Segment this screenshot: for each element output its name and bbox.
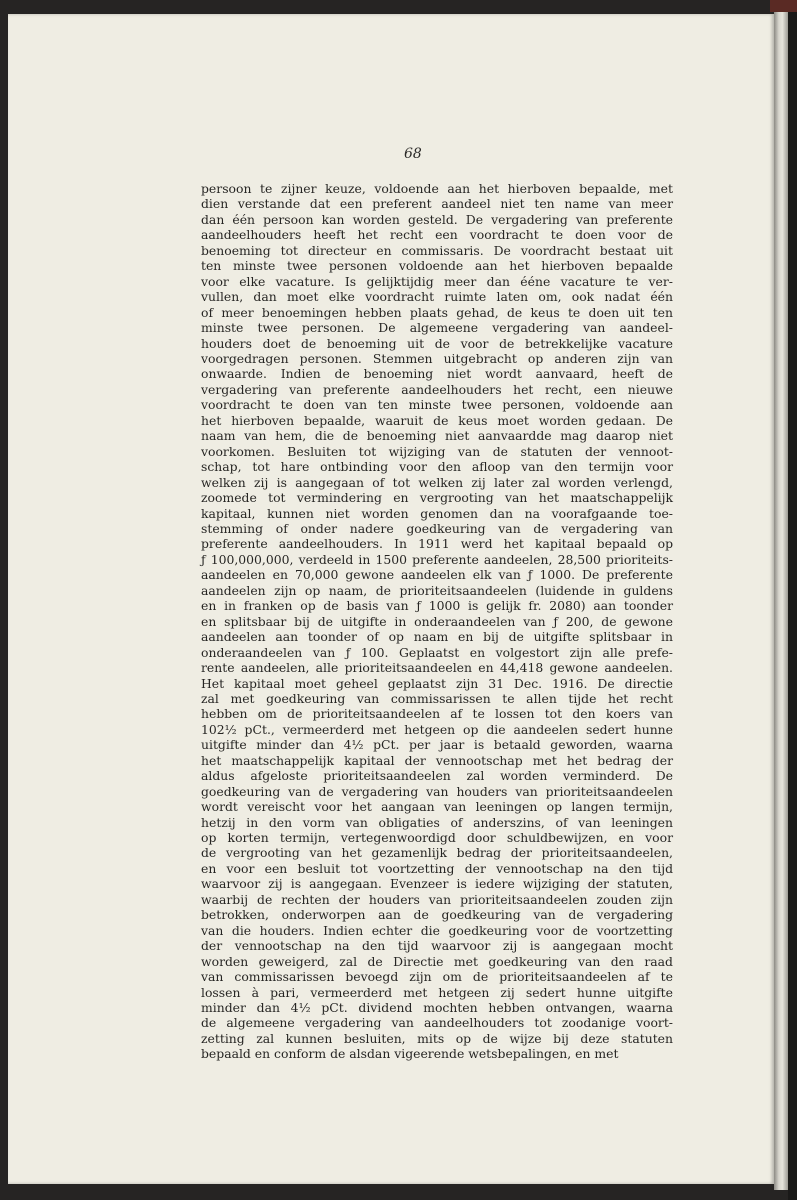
text-line: vullen, dan moet elke voordracht ruimte laten om, ook nadat één <box>201 289 673 305</box>
body-text <box>201 181 673 1062</box>
text-line: voordracht te doen van ten minste twee personen, voldoende aan <box>201 397 673 413</box>
text-line: voor elke vacature. Is gelijktijdig meer dan ééne vacature te ver- <box>201 273 673 289</box>
page-number: 68 <box>404 146 422 162</box>
text-line: of meer benoemingen hebben plaats gehad, de keus te doen uit ten <box>201 304 673 320</box>
text-line: voorgedragen personen. Stemmen uitgebracht op anderen zijn van <box>201 350 673 366</box>
text-line: persoon te zijner keuze, voldoende aan het hierboven bepaalde, met <box>201 181 673 196</box>
text-line: van commissarissen bevoegd zijn om de prioriteitsaandeelen af te <box>201 969 673 985</box>
text-line: aandeelen zijn op naam, de prioriteitsaandeelen (luidende in guldens <box>201 582 673 598</box>
text-line: de vergrooting van het gezamenlijk bedrag der prioriteitsaandeelen, <box>201 845 673 861</box>
text-line: uitgifte minder dan 4½ pCt. per jaar is betaald geworden, waarna <box>201 737 673 753</box>
text-line: preferente aandeelhouders. In 1911 werd het kapitaal bepaald op <box>201 536 673 552</box>
text-line: 102½ pCt., vermeerderd met hetgeen op die aandeelen sedert hunne <box>201 721 673 737</box>
text-line: lossen à pari, vermeerderd met hetgeen zij sedert hunne uitgifte <box>201 984 673 1000</box>
text-line: kapitaal, kunnen niet worden genomen dan na voorafgaande toe- <box>201 505 673 521</box>
text-line: ten minste twee personen voldoende aan het hierboven bepaalde <box>201 258 673 274</box>
text-line: aandeelen aan toonder of op naam en bij de uitgifte splitsbaar in <box>201 629 673 645</box>
text-line: goedkeuring van de vergadering van houders van prioriteitsaandeelen <box>201 783 673 799</box>
text-line: minste twee personen. De algemeene vergadering van aandeel- <box>201 320 673 336</box>
text-line: zoomede tot vermindering en vergrooting van het maatschappelijk <box>201 490 673 506</box>
text-line: dan één persoon kan worden gesteld. De vergadering van preferente <box>201 211 673 227</box>
text-line: zetting zal kunnen besluiten, mits op de wijze bij deze statuten <box>201 1030 673 1046</box>
text-line: welken zij is aangegaan of tot welken zij later zal worden verlengd, <box>201 474 673 490</box>
text-line: en splitsbaar bij de uitgifte in onderaandeelen van ƒ 200, de gewone <box>201 613 673 629</box>
book-edge <box>788 0 797 1200</box>
text-line: aandeelhouders heeft het recht een voordracht te doen voor de <box>201 227 673 243</box>
text-line: de algemeene vergadering van aandeelhouders tot zoodanige voort- <box>201 1015 673 1031</box>
book-spine <box>774 10 788 1190</box>
text-line: dien verstande dat een preferent aandeel niet ten name van meer <box>201 196 673 212</box>
text-line: het maatschappelijk kapitaal der vennootschap met het bedrag der <box>201 752 673 768</box>
text-line: houders doet de benoeming uit de voor de betrekkelijke vacature <box>201 335 673 351</box>
text-line: waarbij de rechten der houders van prioriteitsaandeelen zouden zijn <box>201 891 673 907</box>
text-line: voorkomen. Besluiten tot wijziging van de statuten der vennoot- <box>201 443 673 459</box>
text-line: en in franken op de basis van ƒ 1000 is gelijk fr. 2080) aan toonder <box>201 598 673 614</box>
text-line: rente aandeelen, alle prioriteitsaandeelen en 44,418 gewone aandeelen. <box>201 660 673 676</box>
text-line: en voor een besluit tot voortzetting der vennootschap na den tijd <box>201 860 673 876</box>
text-line: aandeelen en 70,000 gewone aandeelen elk van ƒ 1000. De preferente <box>201 567 673 583</box>
text-line: vergadering van preferente aandeelhouders het recht, een nieuwe <box>201 381 673 397</box>
text-line: bepaald en conform de alsdan vigeerende wetsbepalingen, en met <box>201 1046 619 1062</box>
text-line: onwaarde. Indien de benoeming niet wordt aanvaard, heeft de <box>201 366 673 382</box>
text-line: zal met goedkeuring van commissarissen te allen tijde het recht <box>201 690 673 706</box>
text-line: worden geweigerd, zal de Directie met goedkeuring van den raad <box>201 953 673 969</box>
text-line: van die houders. Indien echter die goedkeuring voor de voortzetting <box>201 922 673 938</box>
text-line: hebben om de prioriteitsaandeelen af te lossen tot den koers van <box>201 706 673 722</box>
text-line: Het kapitaal moet geheel geplaatst zijn 31 Dec. 1916. De directie <box>201 675 673 691</box>
text-line: schap, tot hare ontbinding voor den afloop van den termijn voor <box>201 459 673 475</box>
text-line: benoeming tot directeur en commissaris. De voordracht bestaat uit <box>201 242 673 258</box>
corner-mark <box>770 0 797 12</box>
text-line: minder dan 4½ pCt. dividend mochten hebben ontvangen, waarna <box>201 1000 673 1016</box>
text-line: hetzij in den vorm van obligaties of anderszins, of van leeningen <box>201 814 673 830</box>
text-line: onderaandeelen van ƒ 100. Geplaatst en volgestort zijn alle prefe- <box>201 644 673 660</box>
text-line: het hierboven bepaalde, waaruit de keus moet worden gedaan. De <box>201 412 673 428</box>
text-line: betrokken, onderworpen aan de goedkeuring van de vergadering <box>201 907 673 923</box>
text-line: aldus afgeloste prioriteitsaandeelen zal worden verminderd. De <box>201 768 673 784</box>
text-line: der vennootschap na den tijd waarvoor zij is aangegaan mocht <box>201 938 673 954</box>
text-line: stemming of onder nadere goedkeuring van de vergadering van <box>201 520 673 536</box>
text-line: ƒ 100,000,000, verdeeld in 1500 preferente aandeelen, 28,500 prioriteits- <box>201 551 673 567</box>
text-line: op korten termijn, vertegenwoordigd door schuldbewijzen, en voor <box>201 830 673 846</box>
text-line: wordt vereischt voor het aangaan van leeningen op langen termijn, <box>201 799 673 815</box>
text-line: waarvoor zij is aangegaan. Evenzeer is iedere wijziging der statuten, <box>201 876 673 892</box>
text-line: naam van hem, die de benoeming niet aanvaardde mag daarop niet <box>201 428 673 444</box>
